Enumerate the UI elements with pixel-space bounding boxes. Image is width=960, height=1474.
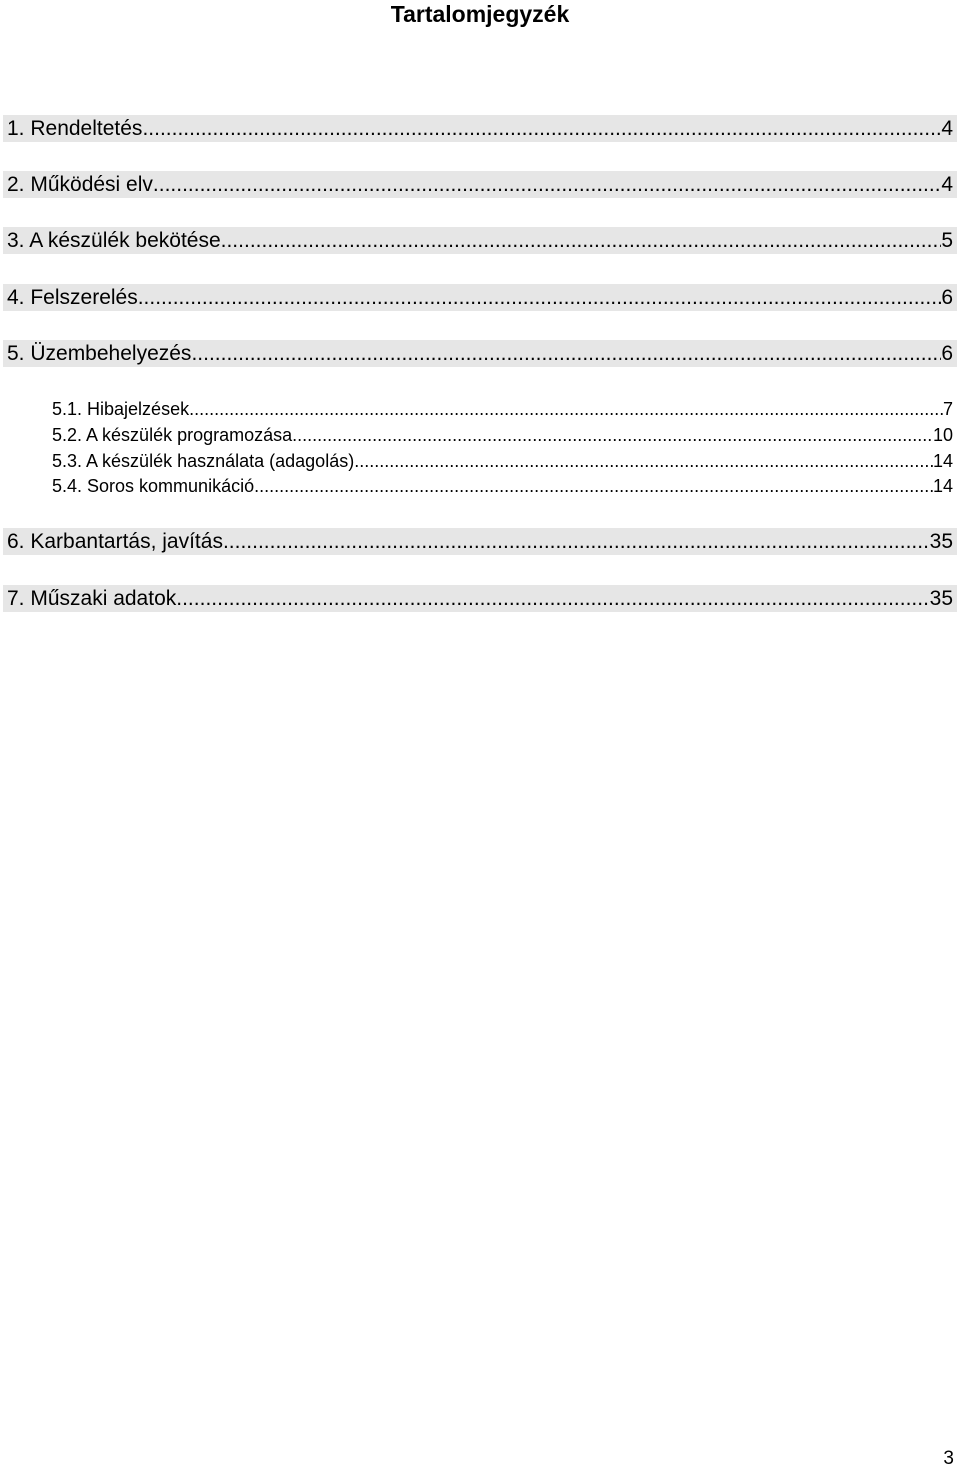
toc-entry-page: 35 [929, 530, 953, 553]
toc-entry-page: 35 [929, 587, 953, 610]
toc-entry-title: 5. Üzembehelyezés [7, 342, 192, 365]
toc-entry-title: 5.4. Soros kommunikáció [52, 476, 255, 496]
page-title: Tartalomjegyzék [390, 1, 570, 27]
toc-entry-karbantartas[interactable] [3, 528, 957, 555]
toc-entry-title: 5.2. A készülék programozása [52, 425, 293, 445]
toc-entry-mukodesi-elv[interactable] [3, 171, 957, 198]
toc-entry-title: 7. Műszaki adatok [7, 587, 177, 610]
toc-leader-dots [138, 284, 942, 311]
toc-entry-page: 4 [941, 117, 953, 140]
toc-leader-dots [176, 585, 929, 612]
toc-entry-soros-kommunikacio[interactable] [3, 474, 957, 498]
toc-entry-muszaki-adatok[interactable] [3, 585, 957, 612]
toc-entry-title: 6. Karbantartás, javítás [7, 530, 223, 553]
toc-entry-felszereles[interactable] [3, 284, 957, 311]
toc-leader-dots [354, 449, 933, 473]
toc-entry-programozasa[interactable] [3, 423, 957, 447]
toc-leader-dots [142, 115, 941, 142]
toc-entry-title: 5.3. A készülék használata (adagolás) [52, 451, 355, 471]
toc-entry-page: 14 [932, 451, 953, 471]
toc-leader-dots [191, 340, 941, 367]
toc-entry-title: 5.1. Hibajelzések [52, 399, 190, 419]
toc-entry-bekotese[interactable] [3, 227, 957, 254]
toc-entry-title: 3. A készülék bekötése [7, 229, 221, 252]
toc-entry-title: 2. Működési elv [7, 173, 153, 196]
toc-entry-title: 1. Rendeltetés [7, 117, 143, 140]
toc-entry-hasznalata[interactable] [3, 449, 957, 473]
toc-entry-page: 7 [942, 399, 953, 419]
toc-entry-hibajelzesek[interactable] [3, 397, 957, 421]
toc-leader-dots [153, 171, 941, 198]
toc-entry-title: 4. Felszerelés [7, 286, 138, 309]
toc-entry-page: 4 [941, 173, 953, 196]
toc-entry-page: 6 [941, 342, 953, 365]
toc-leader-dots [221, 227, 942, 254]
toc-entry-page: 10 [932, 425, 953, 445]
page-number: 3 [943, 1448, 954, 1469]
toc-entry-uzembehelyezes[interactable] [3, 340, 957, 367]
toc-leader-dots [223, 528, 930, 555]
toc-entry-page: 14 [932, 476, 953, 496]
toc-entry-rendeltetes[interactable] [3, 115, 957, 142]
toc-entry-page: 5 [941, 229, 953, 252]
toc-leader-dots [189, 397, 943, 421]
toc-leader-dots [254, 474, 933, 498]
toc-leader-dots [292, 423, 933, 447]
toc-entry-page: 6 [941, 286, 953, 309]
